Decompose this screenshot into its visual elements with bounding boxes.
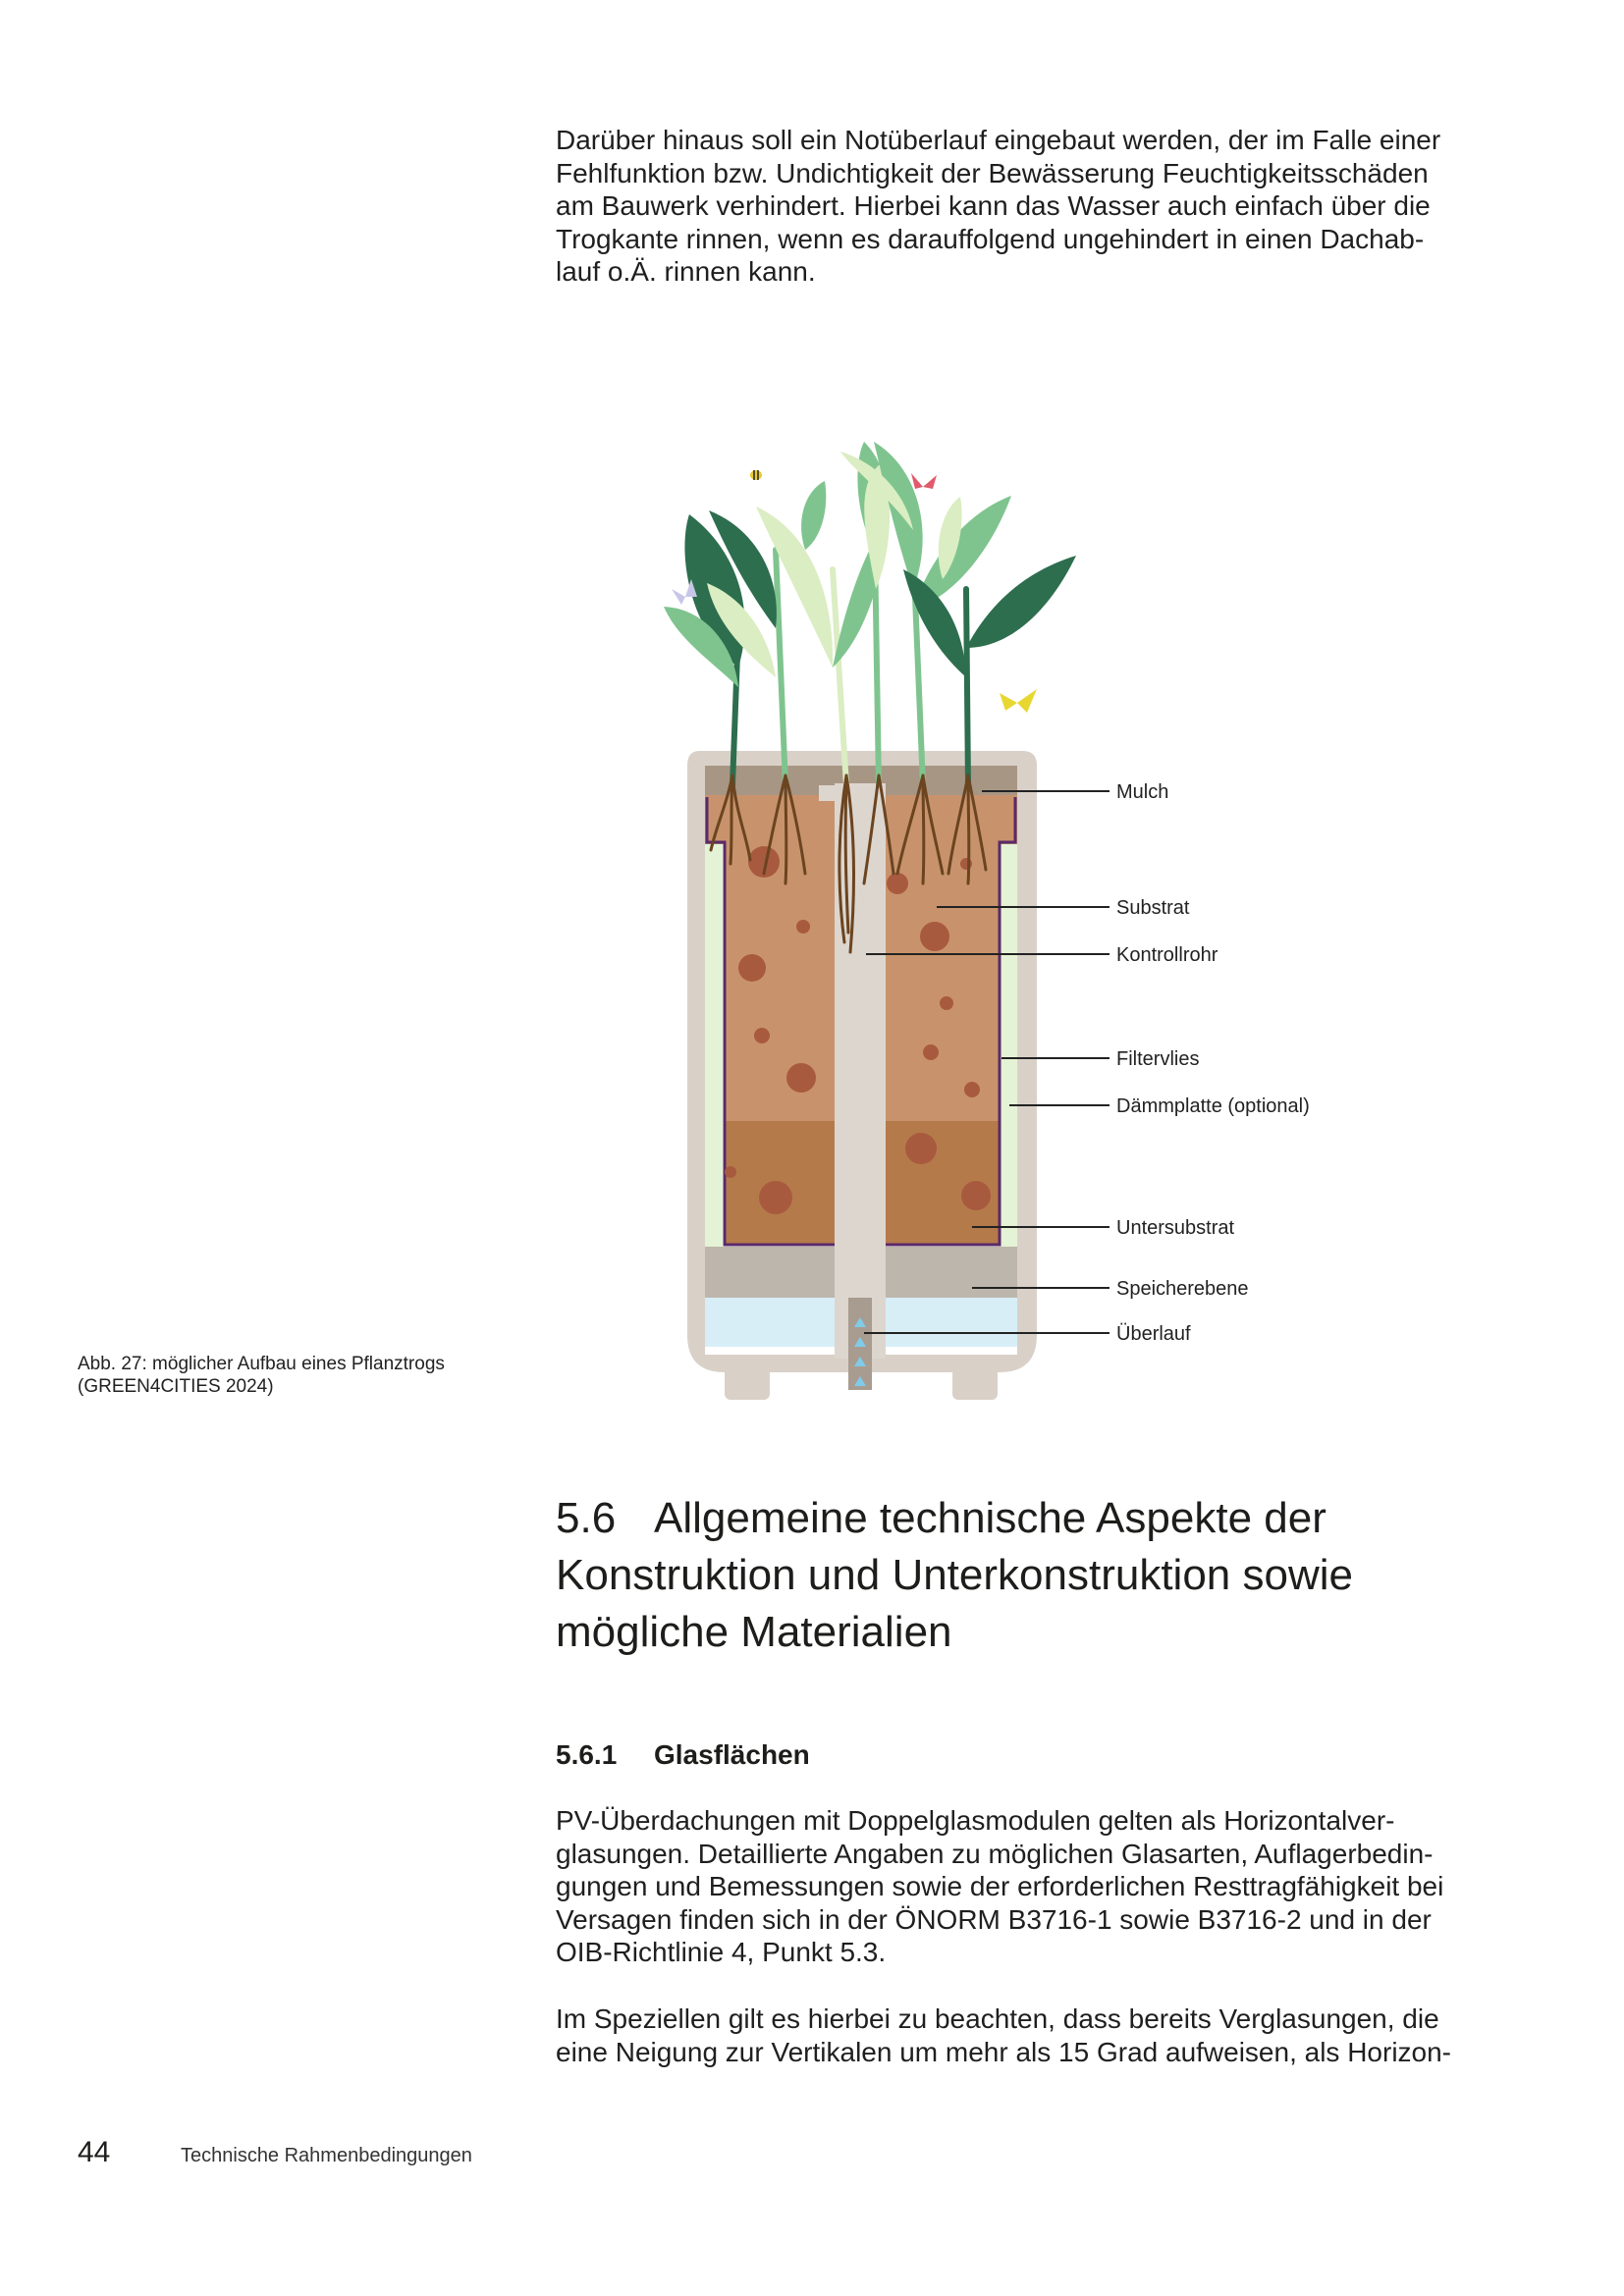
page-number: 44 <box>78 2136 111 2168</box>
label-mulch: Mulch <box>1116 781 1169 803</box>
label-substrate: Substrat <box>1116 897 1190 919</box>
section-title-line: mögliche Materialien <box>556 1608 952 1656</box>
label-under-substrate: Untersubstrat <box>1116 1217 1235 1239</box>
paragraph-line: eine Neigung zur Vertikalen um mehr als 15 Grad aufweisen, als Horizon- <box>556 2036 1452 2067</box>
intro-line: Trogkante rinnen, wenn es darauffolgend ungehindert in einen Dachab- <box>556 223 1425 254</box>
intro-line: Fehlfunktion bzw. Undichtigkeit der Bewässerung Feuchtigkeitsschäden <box>556 157 1429 188</box>
label-control-pipe: Kontrollrohr <box>1116 944 1218 966</box>
caption-line: (GREEN4CITIES 2024) <box>78 1376 274 1397</box>
subsection-heading <box>556 1738 810 1772</box>
paragraph-line: Versagen finden sich in der ÖNORM B3716-1 sowie B3716-2 und in der <box>556 1903 1432 1935</box>
label-overflow: Überlauf <box>1116 1323 1191 1345</box>
insulation-plate-right <box>1000 844 1017 1247</box>
section-heading <box>556 1490 1538 1661</box>
intro-line: lauf o.Ä. rinnen kann. <box>556 256 816 287</box>
intro-line: am Bauwerk verhindert. Hierbei kann das Wasser auch einfach über die <box>556 190 1431 221</box>
paragraph-line: gungen und Bemessungen sowie der erforderlichen Resttragfähigkeit bei <box>556 1871 1444 1901</box>
control-pipe <box>835 783 886 1359</box>
section-number: 5.6 <box>556 1494 617 1542</box>
plant-leaves <box>664 442 1076 687</box>
paragraph-line: Im Speziellen gilt es hierbei zu beachten, dass bereits Verglasungen, die <box>556 2003 1439 2034</box>
bee-icon <box>750 470 762 480</box>
intro-line: Darüber hinaus soll ein Notüberlauf eingebaut werden, der im Falle einer <box>556 125 1441 155</box>
paragraph-line: glasungen. Detaillierte Angaben zu möglichen Glasarten, Auflagerbedin- <box>556 1838 1434 1869</box>
figure-caption <box>78 1353 529 1398</box>
body-paragraph-2 <box>556 2002 1498 2068</box>
paragraph-line: PV-Überdachungen mit Doppelglasmodulen gelten als Horizontalver- <box>556 1805 1395 1836</box>
caption-line: Abb. 27: möglicher Aufbau eines Pflanztrogs <box>78 1354 445 1374</box>
paragraph-line: OIB-Richtlinie 4, Punkt 5.3. <box>556 1937 887 1967</box>
label-storage-layer: Speicherebene <box>1116 1278 1249 1300</box>
section-title-line: Allgemeine technische Aspekte der <box>654 1494 1326 1542</box>
butterfly-red-icon <box>911 473 937 489</box>
body-paragraph-1 <box>556 1804 1498 1969</box>
label-insulation-plate: Dämmplatte (optional) <box>1116 1095 1310 1117</box>
label-filter-fleece: Filtervlies <box>1116 1048 1200 1070</box>
subsection-number: 5.6.1 <box>556 1739 618 1770</box>
section-title-line: Konstruktion und Unterkonstruktion sowie <box>556 1551 1353 1599</box>
subsection-title: Glasflächen <box>654 1739 810 1770</box>
butterfly-yellow-icon <box>1000 689 1037 713</box>
insulation-plate-left <box>705 844 723 1247</box>
running-footer-title: Technische Rahmenbedingungen <box>181 2145 472 2166</box>
